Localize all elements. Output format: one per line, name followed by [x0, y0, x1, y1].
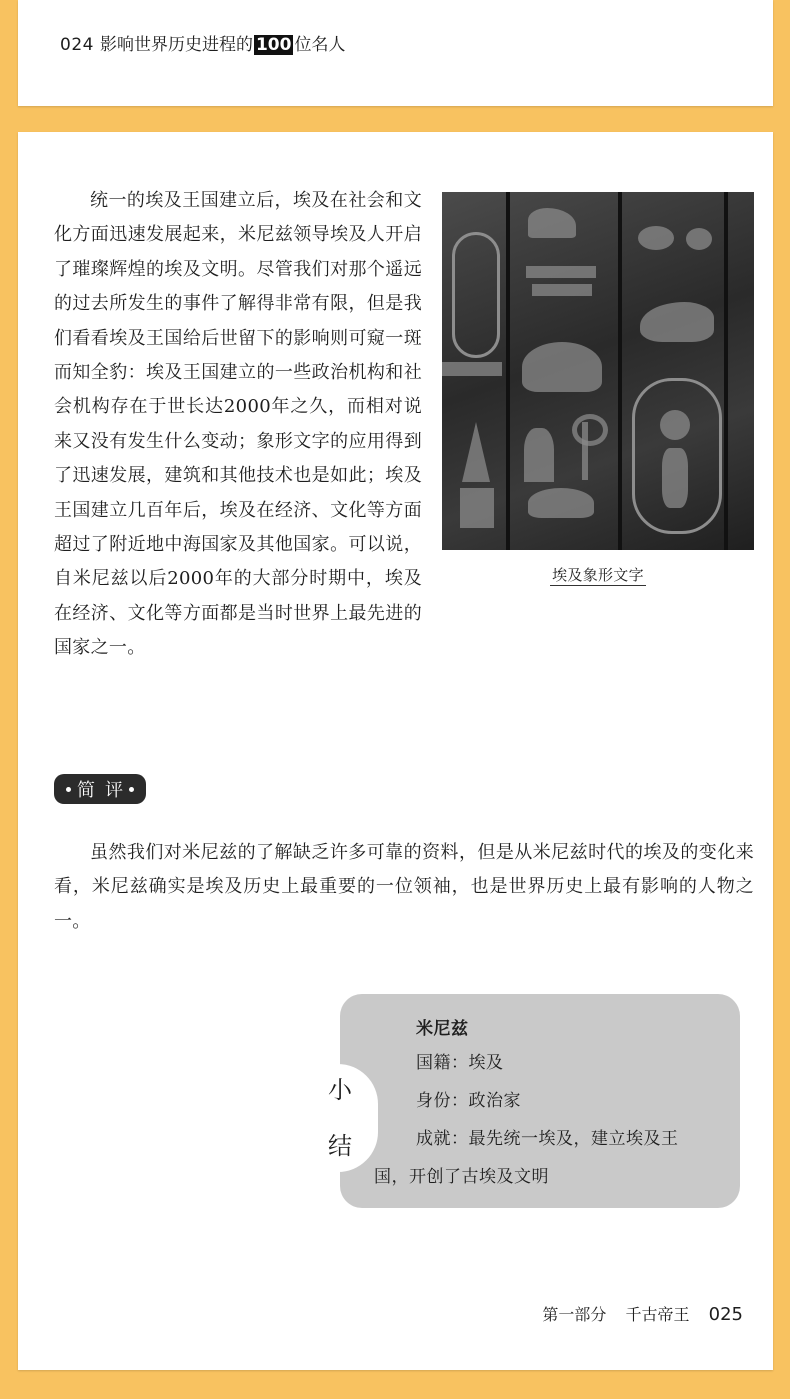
figure-hieroglyphs — [442, 192, 754, 600]
summary-name: 米尼兹 — [416, 1019, 469, 1039]
summary-label-top: 小 — [328, 1076, 352, 1104]
paragraph-main — [54, 184, 754, 666]
review-tag-char-1: 简 — [77, 780, 95, 801]
footer-page-number: 025 — [708, 1304, 743, 1325]
review-tag-char-2: 评 — [105, 780, 123, 801]
header-title-after: 位名人 — [294, 35, 346, 55]
footer-section: 第一部分 — [542, 1305, 607, 1324]
summary-box — [340, 994, 740, 1208]
summary-label-bottom: 结 — [328, 1132, 352, 1160]
book-page — [18, 132, 773, 1370]
header-title-highlight: 100 — [255, 35, 292, 55]
running-header — [60, 30, 345, 55]
tag-dot-right — [129, 787, 134, 792]
footer-chapter: 千古帝王 — [625, 1305, 690, 1324]
summary-nationality: 国籍：埃及 — [416, 1053, 504, 1073]
summary-achievement-line-2: 国，开创了古埃及文明 — [374, 1167, 549, 1187]
header-page-number: 024 — [60, 35, 94, 55]
summary-achievement-line-1: 成就：最先统一埃及，建立埃及王 — [416, 1129, 679, 1149]
summary-role: 身份：政治家 — [416, 1091, 521, 1111]
header-title-before: 影响世界历史进程的 — [99, 35, 253, 55]
paragraph-main-text: 统一的埃及王国建立后，埃及在社会和文化方面迅速发展起来，米尼兹领导埃及人开启了璀璨辉煌的埃及文明。尽管我们对那个遥远的过去所发生的事件了解得非常有限，但是我们看看埃及王国给后世留下的影响则可窥一斑而知全豹：埃及王国建立的一些政治机构和社会机构存在于世长达2000年之久，而相对说来又没有发生什么变动；象形文字的应用得到了迅速发展，建筑和其他技术也是如此；埃及王国建立几百年后，埃及在经济、文化等方面超过了附近地中海国家及其他国家。可以说，自米尼兹以后2000年的大部分时期中，埃及在经济、文化等方面都是当时世界上最先进的国家之一。 — [54, 190, 422, 659]
previous-page-strip — [18, 0, 773, 106]
hieroglyph-photo — [442, 192, 754, 550]
tag-dot-left — [66, 787, 71, 792]
paragraph-review: 虽然我们对米尼兹的了解缺乏许多可靠的资料，但是从米尼兹时代的埃及的变化来看，米尼兹确实是埃及历史上最重要的一位领袖，也是世界历史上最有影响的人物之一。 — [54, 842, 754, 932]
summary-side-label — [326, 1062, 354, 1174]
figure-caption: 埃及象形文字 — [552, 566, 644, 584]
running-footer — [528, 1302, 743, 1325]
review-section-tag — [54, 774, 146, 804]
